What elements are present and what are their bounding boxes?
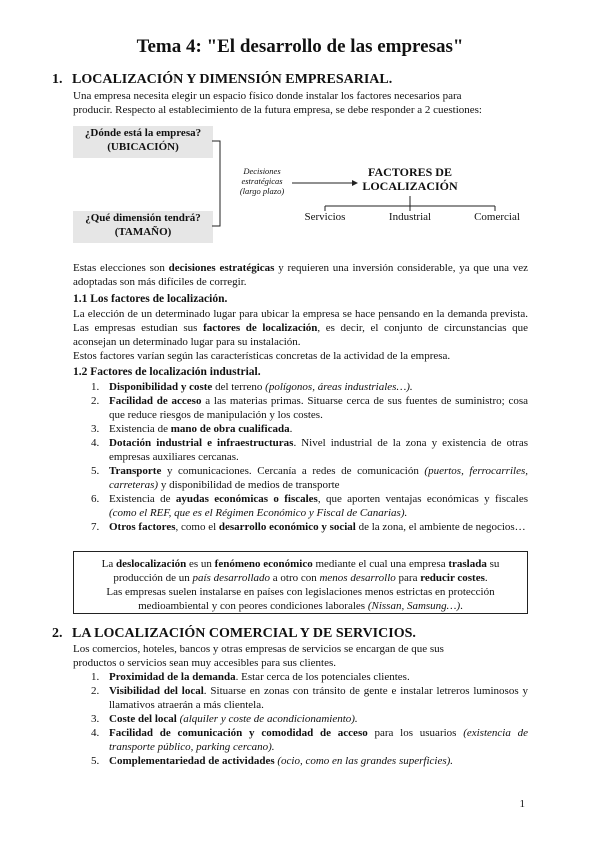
section-1-intro-line-2: producir. Respecto al establecimiento de la futura empresa, se debe responder a 2 cuestiones: [73,104,482,116]
list-item-text: Existencia de [109,493,176,505]
section-2-heading [52,626,416,642]
list-item-text: del terreno [212,381,266,393]
list-item-rest: y disponibilidad de medios de transporte [158,479,340,491]
list-item-bold: Transporte [109,465,162,477]
list-item [73,422,528,436]
box-text: mediante el cual una empresa [312,558,449,570]
sub11-text-1: La elección de un determinado lugar para ubicar la empresa se hace pensando en la demanda prevista. Las empresas estudian sus [73,308,528,334]
list-item-end: de la zona, el ambiente de negocios… [355,521,526,533]
strategic-decisions-line-1: Decisiones [243,166,281,176]
factor-industrial: Industrial [388,211,432,223]
elections-paragraph [73,261,528,289]
list-item [73,520,528,534]
list-item-italic: (existencia de transporte público, parking cercano). [109,727,528,753]
list-item [73,380,528,394]
list-item-number: 3. [91,423,100,435]
list-item-italic: (polígonos, áreas industriales…). [265,381,413,393]
list-item-text: . Situarse en zonas con tránsito de gente e instalar letreros luminosos y llamativos atraerán a más clientela. [109,685,528,711]
list-item [73,464,528,492]
elections-text-pre: Estas elecciones son [73,262,169,274]
strategic-decisions-line-2: estratégicas [241,176,283,186]
list-item-bold: Proximidad de la demanda [109,671,236,683]
list-item-number: 4. [91,437,100,449]
sub11-text-bold: factores de localización [203,322,318,334]
list-item-number: 5. [91,465,100,477]
question-location-line-2: (UBICACIÓN) [107,141,179,153]
subsection-1-2-heading: 1.2 Factores de localización industrial. [73,366,261,378]
factors-title-line-2: LOCALIZACIÓN [362,179,458,193]
strategic-decisions-line-3: (largo plazo) [239,186,285,196]
list-item-end: . [289,423,293,435]
factor-services: Servicios [304,211,346,223]
factors-title-line-1: FACTORES DE [368,165,452,179]
box-bold: traslada [448,558,487,570]
box-text: a otro con [270,572,320,584]
list-item [73,726,528,754]
question-size-line-1: ¿Qué dimensión tendrá? [85,212,201,224]
list-item-text: y comunicaciones. Cercanía a redes de comunicación [161,465,425,477]
question-location-line-1: ¿Dónde está la empresa? [84,127,202,139]
sub11-text-post: , es decir, el conjunto de circunstancias que aconsejan un determinado lugar para su instalación. [73,322,529,348]
list-item-bold: Complementariedad de actividades [109,755,275,767]
list-item-bold: Otros factores [109,521,176,533]
subsection-1-1-heading: 1.1 Los factores de localización. [73,293,228,305]
box-bold: deslocalización [115,558,187,570]
box-text: es un [186,558,215,570]
list-item-text: , como el [175,521,219,533]
bracket-line [212,141,220,226]
box-text: . [460,600,463,612]
box-bold: fenómeno económico [214,558,313,570]
list-item-bold: Facilidad de acceso [109,395,202,407]
list-item-number: 1. [91,381,100,393]
box-text: producción de un [113,572,193,584]
section-1-number: 1. [52,72,63,87]
box-italic: (Nissan, Samsung…) [367,600,461,612]
page-number: 1 [519,798,525,810]
elections-text-post: y requieren una inversión considerable, ya que una vez adoptadas son más difíciles de corregir. [73,262,528,288]
delocalization-box [73,551,528,614]
list-item-italic: (alquiler y coste de acondicionamiento). [179,713,358,725]
section-1-intro-line-1: Una empresa necesita elegir un espacio físico donde instalar los factores necesarios para [73,90,462,102]
box-text: . [484,572,488,584]
section-2-title: LA LOCALIZACIÓN COMERCIAL Y DE SERVICIOS. [72,626,416,641]
list-item [73,394,528,422]
box-line-2 [74,571,527,585]
page-title: Tema 4: "El desarrollo de las empresas" [136,36,464,57]
list-item-italic: (puertos, ferrocarriles, carreteras) [109,465,528,491]
list-item-number: 6. [91,493,100,505]
box-line-3: Las empresas suelen instalarse en países con legislaciones menos estrictas en protección [106,586,495,598]
section-2-intro-line-1: Los comercios, hoteles, bancos y otras empresas de servicios se encargan de que sus [73,643,444,655]
list-item [73,754,528,768]
list-item-number: 2. [91,685,100,697]
section-1-title: LOCALIZACIÓN Y DIMENSIÓN EMPRESARIAL. [72,72,393,87]
list-item-bold: mano de obra cualificada [170,423,290,435]
section-2-intro-line-2: productos o servicios sean muy accesibles para sus clientes. [73,657,337,669]
list-item [73,492,528,520]
box-text: La [101,558,116,570]
list-item-bold: Visibilidad del local [109,685,204,697]
question-size-line-2: (TAMAÑO) [114,226,172,238]
list-item-bold: Dotación industrial e infraestructuras [109,437,294,449]
box-text: medioambiental y con peores condiciones laborales [138,600,368,612]
box-italic: país desarrollado [192,572,270,584]
list-item-text: . Nivel industrial de la zona y existencia de otras empresas auxiliares cercanas. [109,437,528,463]
factors-title [350,165,470,193]
list-item-number: 7. [91,521,100,533]
strategic-decisions-label [232,166,292,196]
list-item-text: para los usuarios [367,727,464,739]
list-item [73,436,528,464]
list-item-text: Existencia de [109,423,171,435]
list-item-italic: (ocio, como en las grandes superficies). [277,755,454,767]
list-item-italic: (como el REF, que es el Régimen Económico y Fiscal de Canarias). [109,507,408,519]
list-item [73,670,528,684]
industrial-factors-list [73,380,528,534]
list-item-bold: Disponibilidad y coste [109,381,213,393]
list-item-number: 4. [91,727,100,739]
list-item [73,712,528,726]
list-item-text: a las materias primas. Situarse cerca de sus fuentes de suministro; cosa que reduce riesgos de manipulación y los costes. [109,395,528,421]
list-item-bold-2: desarrollo económico y social [218,521,356,533]
box-line-4 [74,599,527,613]
subsection-1-1-paragraph [73,307,528,349]
box-bold: reducir costes [420,572,485,584]
subsection-1-1-paragraph-2: Estos factores varían según las características concretas de la actividad de la empresa. [73,350,451,362]
list-item-mid: , que aporten ventajas económicas y fiscales [317,493,529,505]
elections-text-bold: decisiones estratégicas [168,262,275,274]
list-item-bold: Coste del local [109,713,177,725]
box-italic: menos desarrollo [319,572,396,584]
box-text: para [395,572,421,584]
list-item [73,684,528,712]
list-item-bold: Facilidad de comunicación y comodidad de acceso [109,727,368,739]
section-2-number: 2. [52,626,63,641]
list-item-number: 2. [91,395,100,407]
list-item-number: 5. [91,755,100,767]
list-item-text: . Estar cerca de los potenciales clientes. [235,671,410,683]
list-item-bold: ayudas económicas o fiscales [175,493,318,505]
box-line-1 [74,557,527,571]
section-2-intro [73,642,528,670]
list-item-number: 1. [91,671,100,683]
box-text: su [486,558,500,570]
factor-commercial: Comercial [474,211,520,223]
commercial-factors-list [73,670,528,768]
list-item-number: 3. [91,713,100,725]
